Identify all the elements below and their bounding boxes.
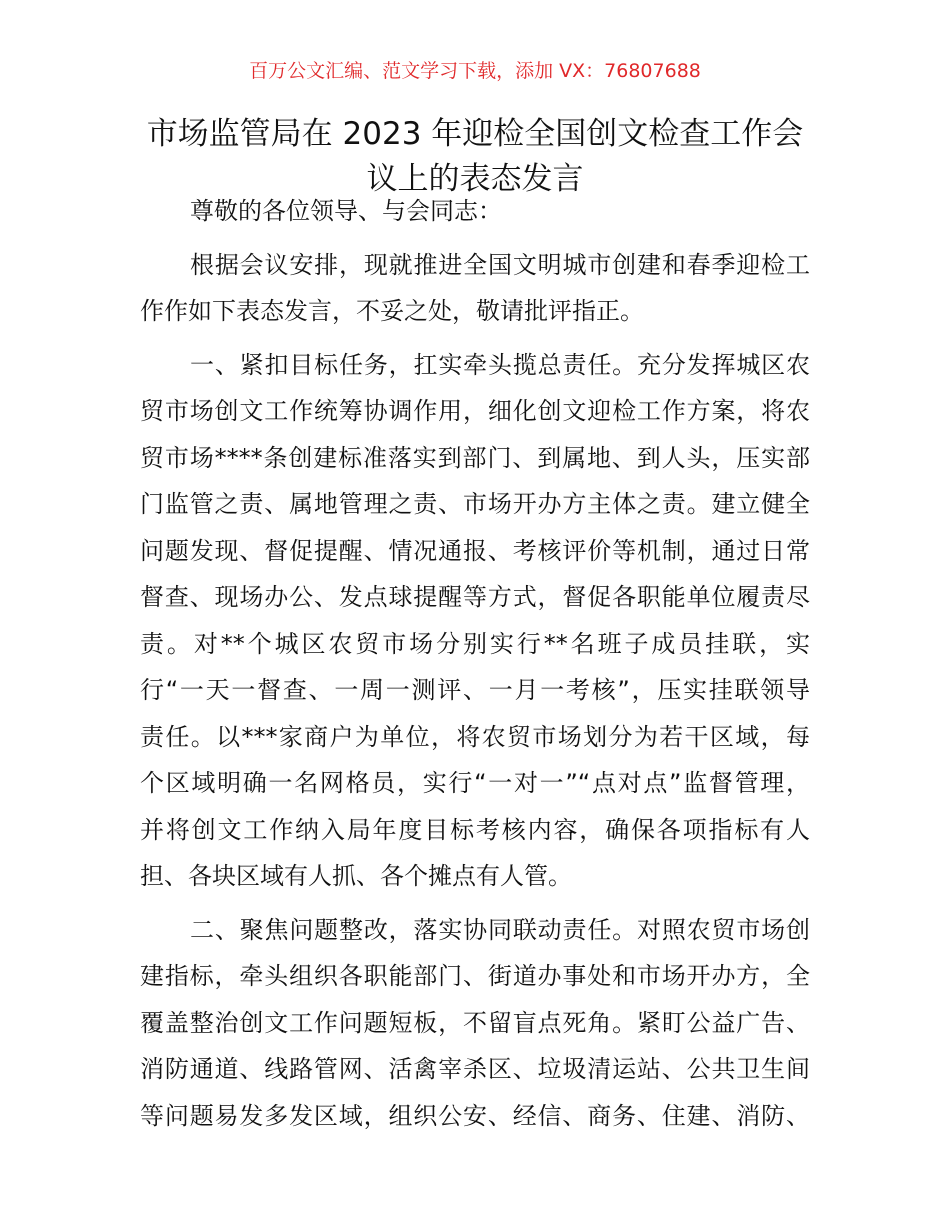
paragraph-line: 作作如下表态发言，不妥之处，敬请批评指正。 (140, 297, 644, 325)
paragraph-line: 责。对**个城区农贸市场分别实行**名班子成员挂联，实 (140, 629, 810, 658)
paragraph-line: 尊敬的各位领导、与会同志： (190, 197, 502, 225)
paragraph-line: 一、紧扣目标任务，扛实牵头揽总责任。充分发挥城区农 (190, 350, 810, 379)
paragraph (140, 188, 810, 235)
paragraph-line: 个区域明确一名网格员，实行“一对一”“点对点”监督管理， (140, 769, 810, 797)
paragraph-line: 等问题易发多发区域，组织公安、经信、商务、住建、消防、 (140, 1101, 810, 1130)
paragraph-line: 贸市场****条创建标准落实到部门、到属地、到人头，压实部 (140, 443, 810, 472)
paragraph (140, 907, 810, 1140)
watermark-header: 百万公文汇编、范文学习下载，添加 VX：76807688 (249, 60, 701, 82)
paragraph (140, 342, 810, 900)
title-line: 市场监管局在 2023 年迎检全国创文检查工作会 (146, 116, 804, 152)
paragraph-line: 覆盖整治创文工作问题短板，不留盲点死角。紧盯公益广告、 (140, 1008, 810, 1037)
paragraph-line: 责任。以***家商户为单位，将农贸市场划分为若干区域，每 (140, 722, 810, 751)
paragraph-line: 根据会议安排，现就推进全国文明城市创建和春季迎检工 (190, 250, 810, 279)
paragraph-line: 二、聚焦问题整改，落实协同联动责任。对照农贸市场创 (190, 915, 810, 944)
paragraph-line: 门监管之责、属地管理之责、市场开办方主体之责。建立健全 (140, 490, 810, 518)
title-line: 议上的表态发言 (366, 161, 584, 197)
paragraph-line: 问题发现、督促提醒、情况通报、考核评价等机制，通过日常 (140, 536, 810, 565)
paragraph-line: 行“一天一督查、一周一测评、一月一考核”，压实挂联领导 (140, 676, 810, 704)
paragraph-line: 并将创文工作纳入局年度目标考核内容，确保各项指标有人 (140, 815, 810, 844)
paragraph (140, 242, 810, 335)
paragraph-line: 消防通道、线路管网、活禽宰杀区、垃圾清运站、公共卫生间 (140, 1055, 810, 1083)
paragraph-line: 建指标，牵头组织各职能部门、街道办事处和市场开办方，全 (140, 962, 810, 990)
document-body (140, 188, 810, 1146)
paragraph-line: 督查、现场办公、发点球提醒等方式，督促各职能单位履责尽 (140, 583, 810, 611)
paragraph-line: 贸市场创文工作统筹协调作用，细化创文迎检工作方案，将农 (140, 397, 810, 425)
paragraph-line: 担、各块区域有人抓、各个摊点有人管。 (140, 862, 572, 890)
